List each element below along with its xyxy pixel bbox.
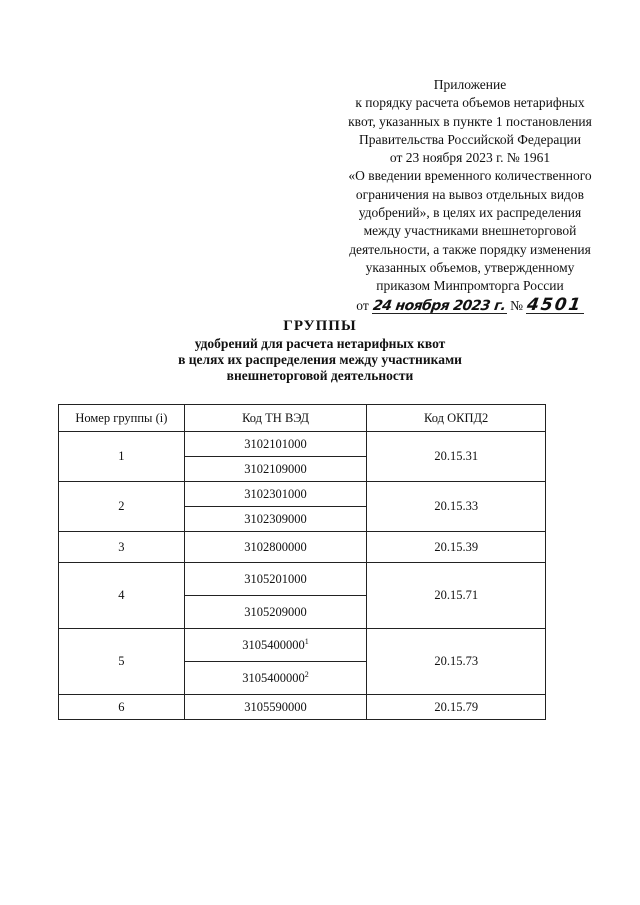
tnved-code-cell: 3105201000 <box>184 563 367 596</box>
okpd2-code-cell: 20.15.31 <box>367 432 546 482</box>
table-row <box>59 432 546 457</box>
heading-subtitle-line: внешнеторговой деятельности <box>226 368 414 383</box>
tnved-code-value: 3105400000 <box>242 637 305 652</box>
table-row <box>59 482 546 507</box>
tnved-code-cell: 3105209000 <box>184 596 367 629</box>
group-number-cell: 6 <box>59 695 185 720</box>
footnote-marker: 2 <box>304 669 309 679</box>
table-row <box>59 695 546 720</box>
footnote-marker: 1 <box>304 636 309 646</box>
table-row <box>59 532 546 563</box>
order-prefix: от <box>356 297 369 313</box>
appendix-block <box>320 76 620 315</box>
group-number-cell: 5 <box>59 629 185 695</box>
heading-title: ГРУППЫ <box>283 318 357 334</box>
group-number-cell: 1 <box>59 432 185 482</box>
table-row <box>59 563 546 596</box>
table-header-row <box>59 405 546 432</box>
table-row <box>59 629 546 662</box>
header-okpd2-code: Код ОКПД2 <box>367 405 546 432</box>
okpd2-code-cell: 20.15.79 <box>367 695 546 720</box>
appendix-line: от 23 ноября 2023 г. № 1961 <box>389 150 551 166</box>
tnved-code-cell: 3102301000 <box>184 482 367 507</box>
order-number-sign: № <box>510 297 523 313</box>
heading-subtitle-line: удобрений для расчета нетарифных квот <box>194 336 446 351</box>
appendix-line: ограничения на вывоз отдельных видов <box>355 186 585 202</box>
fertilizer-groups-table <box>58 404 546 720</box>
okpd2-code-cell: 20.15.71 <box>367 563 546 629</box>
appendix-line: «О введении временного количественного <box>348 168 592 184</box>
group-number-cell: 2 <box>59 482 185 532</box>
tnved-code-value: 3105400000 <box>242 670 305 685</box>
document-heading <box>0 318 640 384</box>
appendix-line: Правительства Российской Федерации <box>359 131 581 147</box>
order-reference-line <box>320 296 620 315</box>
appendix-line: к порядку расчета объемов нетарифных <box>355 95 585 111</box>
header-tnved-code: Код ТН ВЭД <box>184 405 367 432</box>
tnved-code-cell: 3105590000 <box>184 695 367 720</box>
appendix-line: Приложение <box>433 77 507 92</box>
okpd2-code-cell: 20.15.33 <box>367 482 546 532</box>
okpd2-code-cell: 20.15.73 <box>367 629 546 695</box>
appendix-line: приказом Минпромторга России <box>376 278 564 294</box>
header-group-number: Номер группы (i) <box>59 405 185 432</box>
appendix-line: указанных объемов, утвержденному <box>365 259 575 275</box>
appendix-line: удобрений», в целях их распределения <box>358 205 582 221</box>
handwritten-order-number: 4501 <box>525 294 585 315</box>
group-number-cell: 4 <box>59 563 185 629</box>
heading-subtitle-line: в целях их распределения между участниками <box>178 352 462 367</box>
tnved-code-cell <box>184 629 367 662</box>
appendix-line: деятельности, а также порядку изменения <box>349 241 591 257</box>
tnved-code-cell: 3102109000 <box>184 457 367 482</box>
tnved-code-cell: 3102309000 <box>184 507 367 532</box>
handwritten-order-date: 24 ноября 2023 г. <box>372 297 507 314</box>
appendix-line: квот, указанных в пункте 1 постановления <box>348 113 592 129</box>
appendix-line: между участниками внешнеторговой <box>363 223 577 239</box>
tnved-code-cell: 3102101000 <box>184 432 367 457</box>
group-number-cell: 3 <box>59 532 185 563</box>
okpd2-code-cell: 20.15.39 <box>367 532 546 563</box>
tnved-code-cell <box>184 662 367 695</box>
tnved-code-cell: 3102800000 <box>184 532 367 563</box>
